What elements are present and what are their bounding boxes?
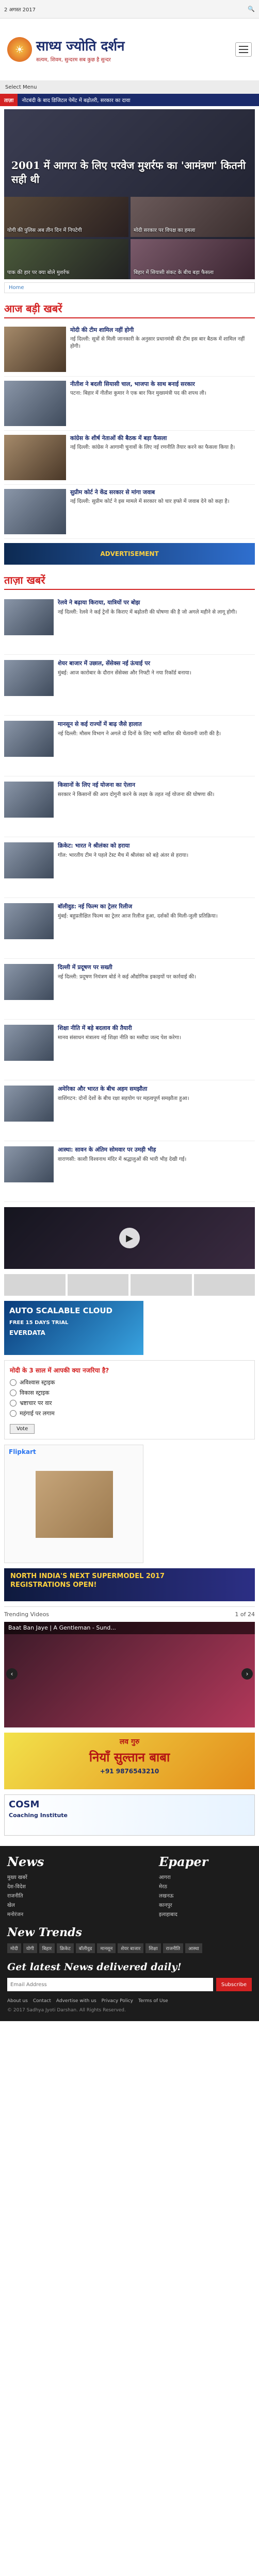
list-item[interactable] [4,898,255,959]
news-headline[interactable]: शेयर बाजार में उछाल, सेंसेक्स नई ऊंचाई पर [58,660,150,667]
list-item[interactable] [4,485,255,539]
news-summary: सरकार ने किसानों की आय दोगुनी करने के लक्ष्य के तहत नई योजना की घोषणा की। [58,791,215,798]
poll-radio[interactable] [10,1410,17,1417]
footer-link[interactable]: आगरा [159,1875,171,1880]
menu-icon-line [239,49,248,50]
footer-link[interactable]: About us [7,1998,28,2004]
news-headline[interactable]: बॉलीवुड: नई फिल्म का ट्रेलर रिलीज [58,903,133,910]
cloud-ad-line2: FREE 15 DAYS TRIAL [9,1319,69,1326]
poll-option-label: विकास स्ट्राइक [20,1389,50,1396]
cloud-ad-line1: AUTO SCALABLE CLOUD [9,1306,112,1315]
news-thumbnail[interactable] [4,903,54,939]
breaking-text[interactable]: नोटबंदी के बाद डिजिटल पेमेंट में बढ़ोतरी, सरकार का दावा [22,98,131,104]
banner-sub: Coaching Institute [9,1812,68,1819]
hero-tile-caption: मोदी सरकार पर विपक्ष का हमला [134,228,196,233]
list-item[interactable] [4,716,255,776]
news-summary: नई दिल्ली: रेलवे ने कई ट्रेनों के किराए में बढ़ोतरी की घोषणा की है जो अगले महीने से लागू होगी। [58,609,237,615]
trend-tag[interactable]: मोदी [7,1943,21,1953]
next-arrow-icon[interactable]: › [241,1668,253,1680]
news-headline[interactable]: आस्था: सावन के अंतिम सोमवार पर उमड़ी भीड़ [58,1146,156,1153]
footer-link[interactable]: मनोरंजन [7,1912,24,1918]
banner-brand: COSM [9,1799,40,1810]
news-thumbnail[interactable] [4,599,54,635]
poll-radio[interactable] [10,1389,17,1396]
select-menu-dropdown[interactable]: Select Menu [5,84,37,90]
news-thumbnail[interactable] [4,842,54,878]
trend-tag[interactable]: शेयर बाजार [118,1943,143,1953]
supermodel-ad-line1: NORTH INDIA'S NEXT SUPERMODEL 2017 [10,1572,165,1580]
list-item[interactable] [4,776,255,837]
hero-tile-caption: योगी की पुलिस अब तीन दिन में निपटेगी [7,228,82,233]
video-player[interactable] [4,1207,255,1269]
poll-option[interactable] [10,1389,249,1397]
footer-link[interactable]: Contact [33,1998,51,2004]
astrology-banner[interactable] [4,1733,255,1789]
poll-option-label: अविश्वास स्ट्राइक [20,1379,55,1386]
news-headline[interactable]: सुप्रीम कोर्ट ने केंद्र सरकार से मांगा जवाब [70,489,155,496]
hero-tiles [4,197,255,279]
news-headline[interactable]: क्रिकेट: भारत ने श्रीलंका को हराया [58,842,130,849]
email-field[interactable] [7,1978,213,1991]
trending-title: Trending Videos [4,1611,50,1618]
banner-line2: नियाँ सुल्तान बाबा [89,1750,170,1765]
trend-tag[interactable]: योगी [23,1943,37,1953]
footer [0,1846,259,2021]
news-thumbnail[interactable] [4,782,54,818]
hero-tile[interactable] [4,239,128,279]
list-item[interactable] [4,323,255,377]
footer-links [7,1998,252,2004]
footer-link[interactable]: Advertise with us [56,1998,96,2004]
poll-option-label: भ्रष्टाचार पर वार [20,1400,52,1406]
list-item[interactable] [4,1141,255,1202]
newsletter [7,1961,252,1991]
subscribe-button[interactable]: Subscribe [216,1978,252,1991]
footer-link[interactable]: देश-विदेश [7,1884,26,1890]
footer-link[interactable]: मुख्य खबरें [7,1875,27,1880]
trending-videos [4,1606,255,1727]
trending-counter: 1 of 24 [235,1611,255,1618]
footer-epaper-title: Epaper [159,1854,208,1869]
list-item[interactable] [4,959,255,1020]
breaking-tag: ताज़ा [0,94,18,106]
trend-tag[interactable]: बॉलीवुड [76,1943,95,1953]
footer-epaper-column [159,1854,252,1920]
footer-link[interactable]: कानपुर [159,1903,172,1908]
hero-tile[interactable] [131,239,255,279]
breaking-news-ticker [0,94,259,106]
copyright: © 2017 Sadhya Jyoti Darshan. All Rights Reserved. [7,2008,126,2013]
news-thumbnail[interactable] [4,327,66,372]
flipkart-ad[interactable] [4,1445,143,1563]
trend-tag[interactable]: आस्था [185,1943,202,1953]
list-item[interactable] [4,594,255,655]
trends-title: New Trends [7,1926,82,1939]
news-headline[interactable]: मोदी की टीम शामिल नहीं होगी [70,327,134,333]
trending-video-player[interactable] [4,1622,255,1727]
latest-list [0,323,259,539]
footer-link[interactable]: राजनीति [7,1893,23,1899]
ad-banner[interactable]: ADVERTISEMENT [4,543,255,565]
video-title[interactable]: Baat Ban Jaye | A Gentleman - Sund... [4,1622,255,1634]
trend-tags [7,1926,252,1953]
sun-icon: ☀ [7,37,32,62]
footer-link[interactable]: खेल [7,1903,15,1908]
poll-option[interactable] [10,1399,249,1407]
news-headline[interactable]: कांग्रेस के शीर्ष नेताओं की बैठक में बड़ा फैसला [70,435,167,442]
news-headline[interactable]: किसानों के लिए नई योजना का ऐलान [58,782,135,788]
play-icon[interactable]: ▶ [119,1228,140,1248]
news-summary: नई दिल्ली: सूत्रों से मिली जानकारी के अनुसार प्रधानमंत्री की टीम इस बार बैठक में शामिल नहीं होगी। [70,336,245,350]
logo-area [0,19,259,80]
news-thumbnail[interactable] [4,964,54,1000]
list-item[interactable] [4,431,255,485]
breadcrumb[interactable]: Home [4,282,255,293]
nav-select-row [0,80,259,94]
cloud-ad-brand: EVERDATA [9,1329,45,1336]
video-thumbnail[interactable] [131,1274,192,1296]
news-summary: वाशिंगटन: दोनों देशों के बीच रक्षा सहयोग पर महत्वपूर्ण समझौता हुआ। [58,1095,189,1101]
coaching-banner[interactable] [4,1794,255,1836]
news-thumbnail[interactable] [4,1086,54,1122]
site-name: साध्य ज्योति दर्शन [36,39,125,54]
hero-tile-caption: पाक की हार पर क्या बोले मुशर्रफ [7,270,70,276]
news-thumbnail[interactable] [4,1025,54,1061]
news-summary: नई दिल्ली: कांग्रेस ने आगामी चुनावों के लिए नई रणनीति तैयार करने का फैसला किया है। [70,444,235,450]
poll-radio[interactable] [10,1400,17,1406]
footer-link[interactable]: लखनऊ [159,1893,174,1899]
poll-option-label: महंगाई पर लगाम [20,1410,55,1417]
trend-tag[interactable]: शिक्षा [145,1943,160,1953]
poll-widget [4,1360,255,1439]
poll-option[interactable] [10,1379,249,1386]
footer-news-title: News [7,1854,44,1869]
footer-link[interactable]: मेरठ [159,1884,167,1890]
news-summary: नई दिल्ली: प्रदूषण नियंत्रण बोर्ड ने कई औद्योगिक इकाइयों पर कार्रवाई की। [58,974,196,980]
video-thumbnail-strip [4,1274,255,1296]
product-image [36,1471,113,1538]
news-summary: पटना: बिहार में नीतीश कुमार ने एक बार फिर मुख्यमंत्री पद की शपथ ली। [70,390,206,396]
supermodel-ad-line2: REGISTRATIONS OPEN! [10,1581,97,1589]
news-thumbnail[interactable] [4,1146,54,1182]
news-summary: गॉल: भारतीय टीम ने पहले टेस्ट मैच में श्रीलंका को बड़े अंतर से हराया। [58,852,189,858]
header-date: 2 अगस्त 2017 [4,7,36,13]
hero-tile[interactable] [131,197,255,237]
news-thumbnail[interactable] [4,381,66,426]
footer-link[interactable]: Terms of Use [138,1998,168,2004]
prev-arrow-icon[interactable]: ‹ [6,1668,18,1680]
latest-section-title: आज बड़ी खबरें [4,301,255,318]
menu-toggle-button[interactable] [235,42,252,57]
news-summary: नई दिल्ली: सुप्रीम कोर्ट ने इस मामले में सरकार को चार हफ्ते में जवाब देने को कहा है। [70,498,230,504]
newsletter-title: Get latest News delivered daily! [7,1961,182,1973]
news-headline[interactable]: दिल्ली में प्रदूषण पर सख्ती [58,964,112,971]
trend-tag[interactable]: राजनीति [163,1943,183,1953]
menu-icon-line [239,46,248,47]
flipkart-logo: Flipkart [9,1448,36,1455]
list-item[interactable] [4,655,255,716]
video-thumbnail[interactable] [4,1274,66,1296]
news-headline[interactable]: मानसून से कई राज्यों में बाढ़ जैसे हालात [58,721,142,727]
list-item[interactable] [4,377,255,431]
news-thumbnail[interactable] [4,489,66,534]
search-icon[interactable]: 🔍 [248,6,255,12]
site-logo[interactable] [7,36,124,63]
news-summary: मुंबई: बहुप्रतीक्षित फिल्म का ट्रेलर आज रिलीज हुआ, दर्शकों की मिली-जुली प्रतिक्रिया। [58,913,218,919]
news-headline[interactable]: अमेरिका और भारत के बीच अहम समझौता [58,1086,148,1092]
trend-tag[interactable]: बिहार [39,1943,55,1953]
banner-phone: +91 9876543210 [100,1768,159,1775]
news-thumbnail[interactable] [4,435,66,480]
video-thumbnail[interactable] [68,1274,129,1296]
news-section-title: ताज़ा खबरें [4,573,255,590]
site-tagline: सत्यम, शिवम, सुन्दरम सब कुछ है सुन्दर [36,57,111,63]
cloud-ad[interactable] [4,1301,143,1355]
news-thumbnail[interactable] [4,721,54,757]
hero-caption[interactable]: 2001 में आगरा के लिए परवेज मुशर्रफ का 'आमंत्रण' कितनी सही थी [11,159,246,185]
poll-question: मोदी के 3 साल में आपकी क्या नजरिया है? [10,1367,109,1374]
hero-slider[interactable] [4,109,255,279]
top-bar [0,0,259,19]
list-item[interactable] [4,837,255,898]
vote-button[interactable]: Vote [10,1424,35,1434]
news-summary: मानव संसाधन मंत्रालय नई शिक्षा नीति का मसौदा जल्द पेश करेगा। [58,1035,181,1041]
news-summary: वाराणसी: काशी विश्वनाथ मंदिर में श्रद्धालुओं की भारी भीड़ देखी गई। [58,1156,187,1162]
news-headline[interactable]: नीतीश ने बदली सियासी चाल, भाजपा के साथ बनाई सरकार [70,381,195,387]
poll-option[interactable] [10,1410,249,1417]
banner-line1: लव गुरु [119,1738,140,1746]
video-thumbnail[interactable] [194,1274,255,1296]
news-list [0,594,259,1202]
trend-tag[interactable]: मानसून [97,1943,116,1953]
footer-link[interactable]: इलाहाबाद [159,1912,177,1918]
news-thumbnail[interactable] [4,660,54,696]
poll-radio[interactable] [10,1379,17,1386]
footer-link[interactable]: Privacy Policy [101,1998,133,2004]
hero-tile-caption: बिहार में सियासी संकट के बीच बड़ा फैसला [134,270,214,276]
supermodel-ad[interactable] [4,1568,255,1601]
news-summary: नई दिल्ली: मौसम विभाग ने अगले दो दिनों के लिए भारी बारिश की चेतावनी जारी की है। [58,731,221,737]
list-item[interactable] [4,1020,255,1080]
news-summary: मुंबई: आज कारोबार के दौरान सेंसेक्स और निफ्टी ने नया रिकॉर्ड बनाया। [58,670,191,676]
news-headline[interactable]: रेलवे ने बढ़ाया किराया, यात्रियों पर बोझ [58,599,140,606]
news-headline[interactable]: शिक्षा नीति में बड़े बदलाव की तैयारी [58,1025,132,1031]
menu-icon-line [239,52,248,53]
trend-tag[interactable]: क्रिकेट [57,1943,74,1953]
footer-news-column [7,1854,44,1920]
hero-tile[interactable] [4,197,128,237]
list-item[interactable] [4,1080,255,1141]
